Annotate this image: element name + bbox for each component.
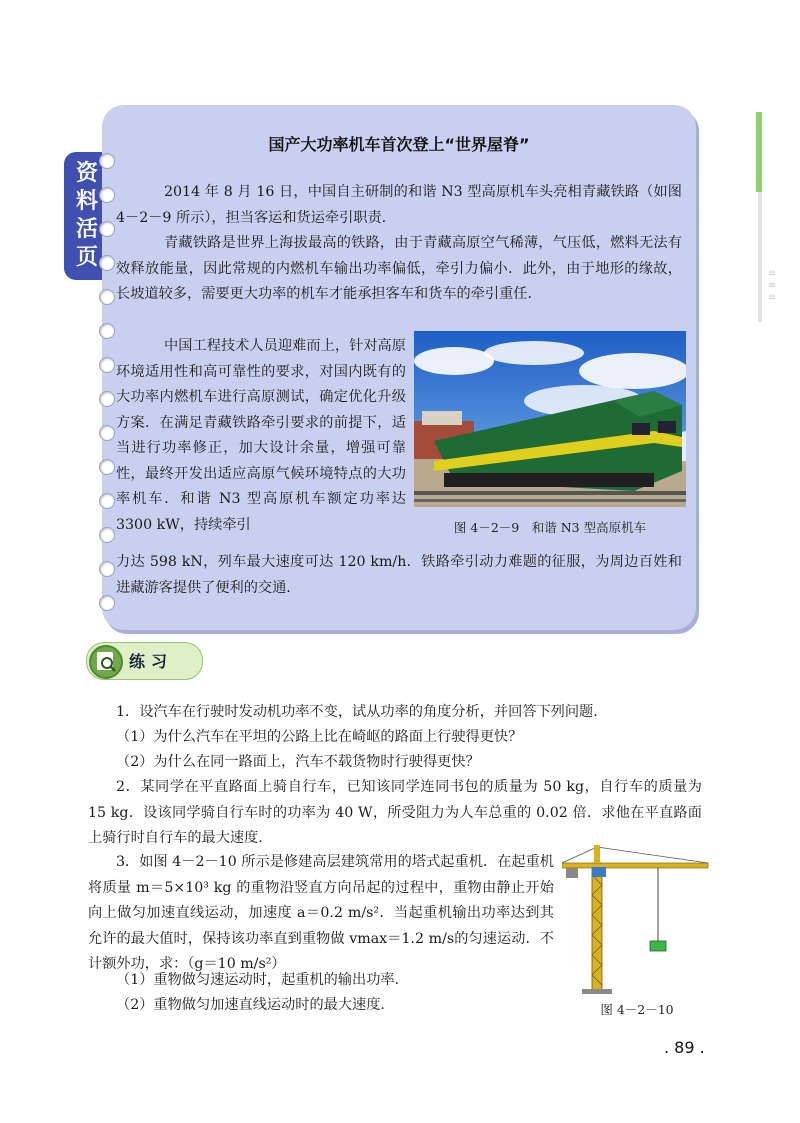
exercise-header: [86, 642, 203, 680]
tab-char: 活: [75, 217, 98, 242]
magnifier-icon: [89, 645, 123, 679]
info-paragraph-3: 中国工程技术人员迎难而上，针对高原环境适用性和高可靠性的要求，对国内既有的大功率内燃机车进行高原测试，确定优化升级方案．在满足青藏铁路牵引要求的前提下，适当进行功率修正，加大设计余量，增强可靠性，最终开发出适应高原气候环境特点的大功率机车．和谐 N3 型高原机车额定功率达 3300 kW，持续牵引: [116, 338, 406, 533]
binder-hole: [99, 561, 115, 577]
info-paragraph-3-end: 力达 598 kN，列车最大速度可达 120 km/h．铁路牵引动力难题的征服，为周边百姓和进藏游客提供了便利的交通.: [116, 554, 682, 596]
info-paragraph-2: 青藏铁路是世界上海拔最高的铁路，由于青藏高原空气稀薄，气压低，燃料无法有效释放能量，因此常规的内燃机车输出功率偏低，牵引力偏小．此外，由于地形的缘故，长坡道较多，需要更大功率的机车才能承担客车和货车的牵引重任.: [116, 235, 682, 302]
margin-marks: ≡ ≡ ≡: [768, 268, 777, 303]
binder-hole: [99, 187, 115, 203]
binder-hole: [99, 425, 115, 441]
margin-green-bar: [756, 112, 762, 192]
question-3: 3．如图 4－2－10 所示是修建高层建筑常用的塔式起重机．在起重机将质量 m＝5×10³ kg 的重物沿竖直方向吊起的过程中，重物由静止开始向上做匀加速直线运动，加速度 a＝0.2 m/s²．当起重机输出功率达到其允许的最大值时，保持该功率直到重物做 vmax＝1.2 m/s的匀速运动．不计额外功，求：（g＝10 m/s²）: [88, 854, 554, 972]
tab-char: 资: [75, 161, 98, 186]
locomotive-photo: [414, 331, 686, 507]
binder-hole: [99, 357, 115, 373]
binder-hole: [99, 527, 115, 543]
binder-hole: [99, 459, 115, 475]
tower-crane-illustration: [562, 845, 712, 995]
binder-hole: [99, 323, 115, 339]
tab-char: 料: [75, 189, 98, 214]
binder-hole: [99, 391, 115, 407]
exercise-label: 练习: [129, 652, 174, 671]
info-title: 国产大功率机车首次登上“世界屋脊”: [268, 135, 530, 154]
question-3-part-2: （2）重物做匀加速直线运动时的最大速度.: [116, 997, 385, 1013]
info-paragraph-1: 2014 年 8 月 16 日，中国自主研制的和谐 N3 型高原机车头亮相青藏铁路（如图 4－2－9 所示），担当客运和货运牵引职责.: [116, 184, 682, 226]
binder-hole: [99, 153, 115, 169]
binder-hole: [99, 255, 115, 271]
question-1-part-1: （1）为什么汽车在平坦的公路上比在崎岖的路面上行驶得更快？: [116, 729, 523, 745]
question-1-part-2: （2）为什么在同一路面上，汽车不载货物时行驶得更快？: [116, 754, 480, 770]
binder-hole: [99, 289, 115, 305]
binder-hole: [99, 493, 115, 509]
binder-hole: [99, 595, 115, 611]
binder-hole: [99, 221, 115, 237]
crane-caption: 图 4－2－10: [600, 1002, 674, 1017]
margin-grey-bar: [758, 192, 762, 322]
question-1: 1．设汽车在行驶时发动机功率不变，试从功率的角度分析，并回答下列问题.: [116, 704, 598, 720]
question-2: 2．某同学在平直路面上骑自行车，已知该同学连同书包的质量为 50 kg，自行车的质量为 15 kg．设该同学骑自行车时的功率为 40 W，所受阻力为人车总重的 0.02 倍．求他在平直路面上骑行时自行车的最大速度.: [88, 779, 702, 846]
question-3-part-1: （1）重物做匀速运动时，起重机的输出功率.: [116, 972, 400, 988]
photo-caption: 图 4－2－9 和谐 N3 型高原机车: [453, 520, 647, 535]
tab-char: 页: [75, 245, 98, 270]
page-number: . 89 .: [664, 1038, 705, 1057]
